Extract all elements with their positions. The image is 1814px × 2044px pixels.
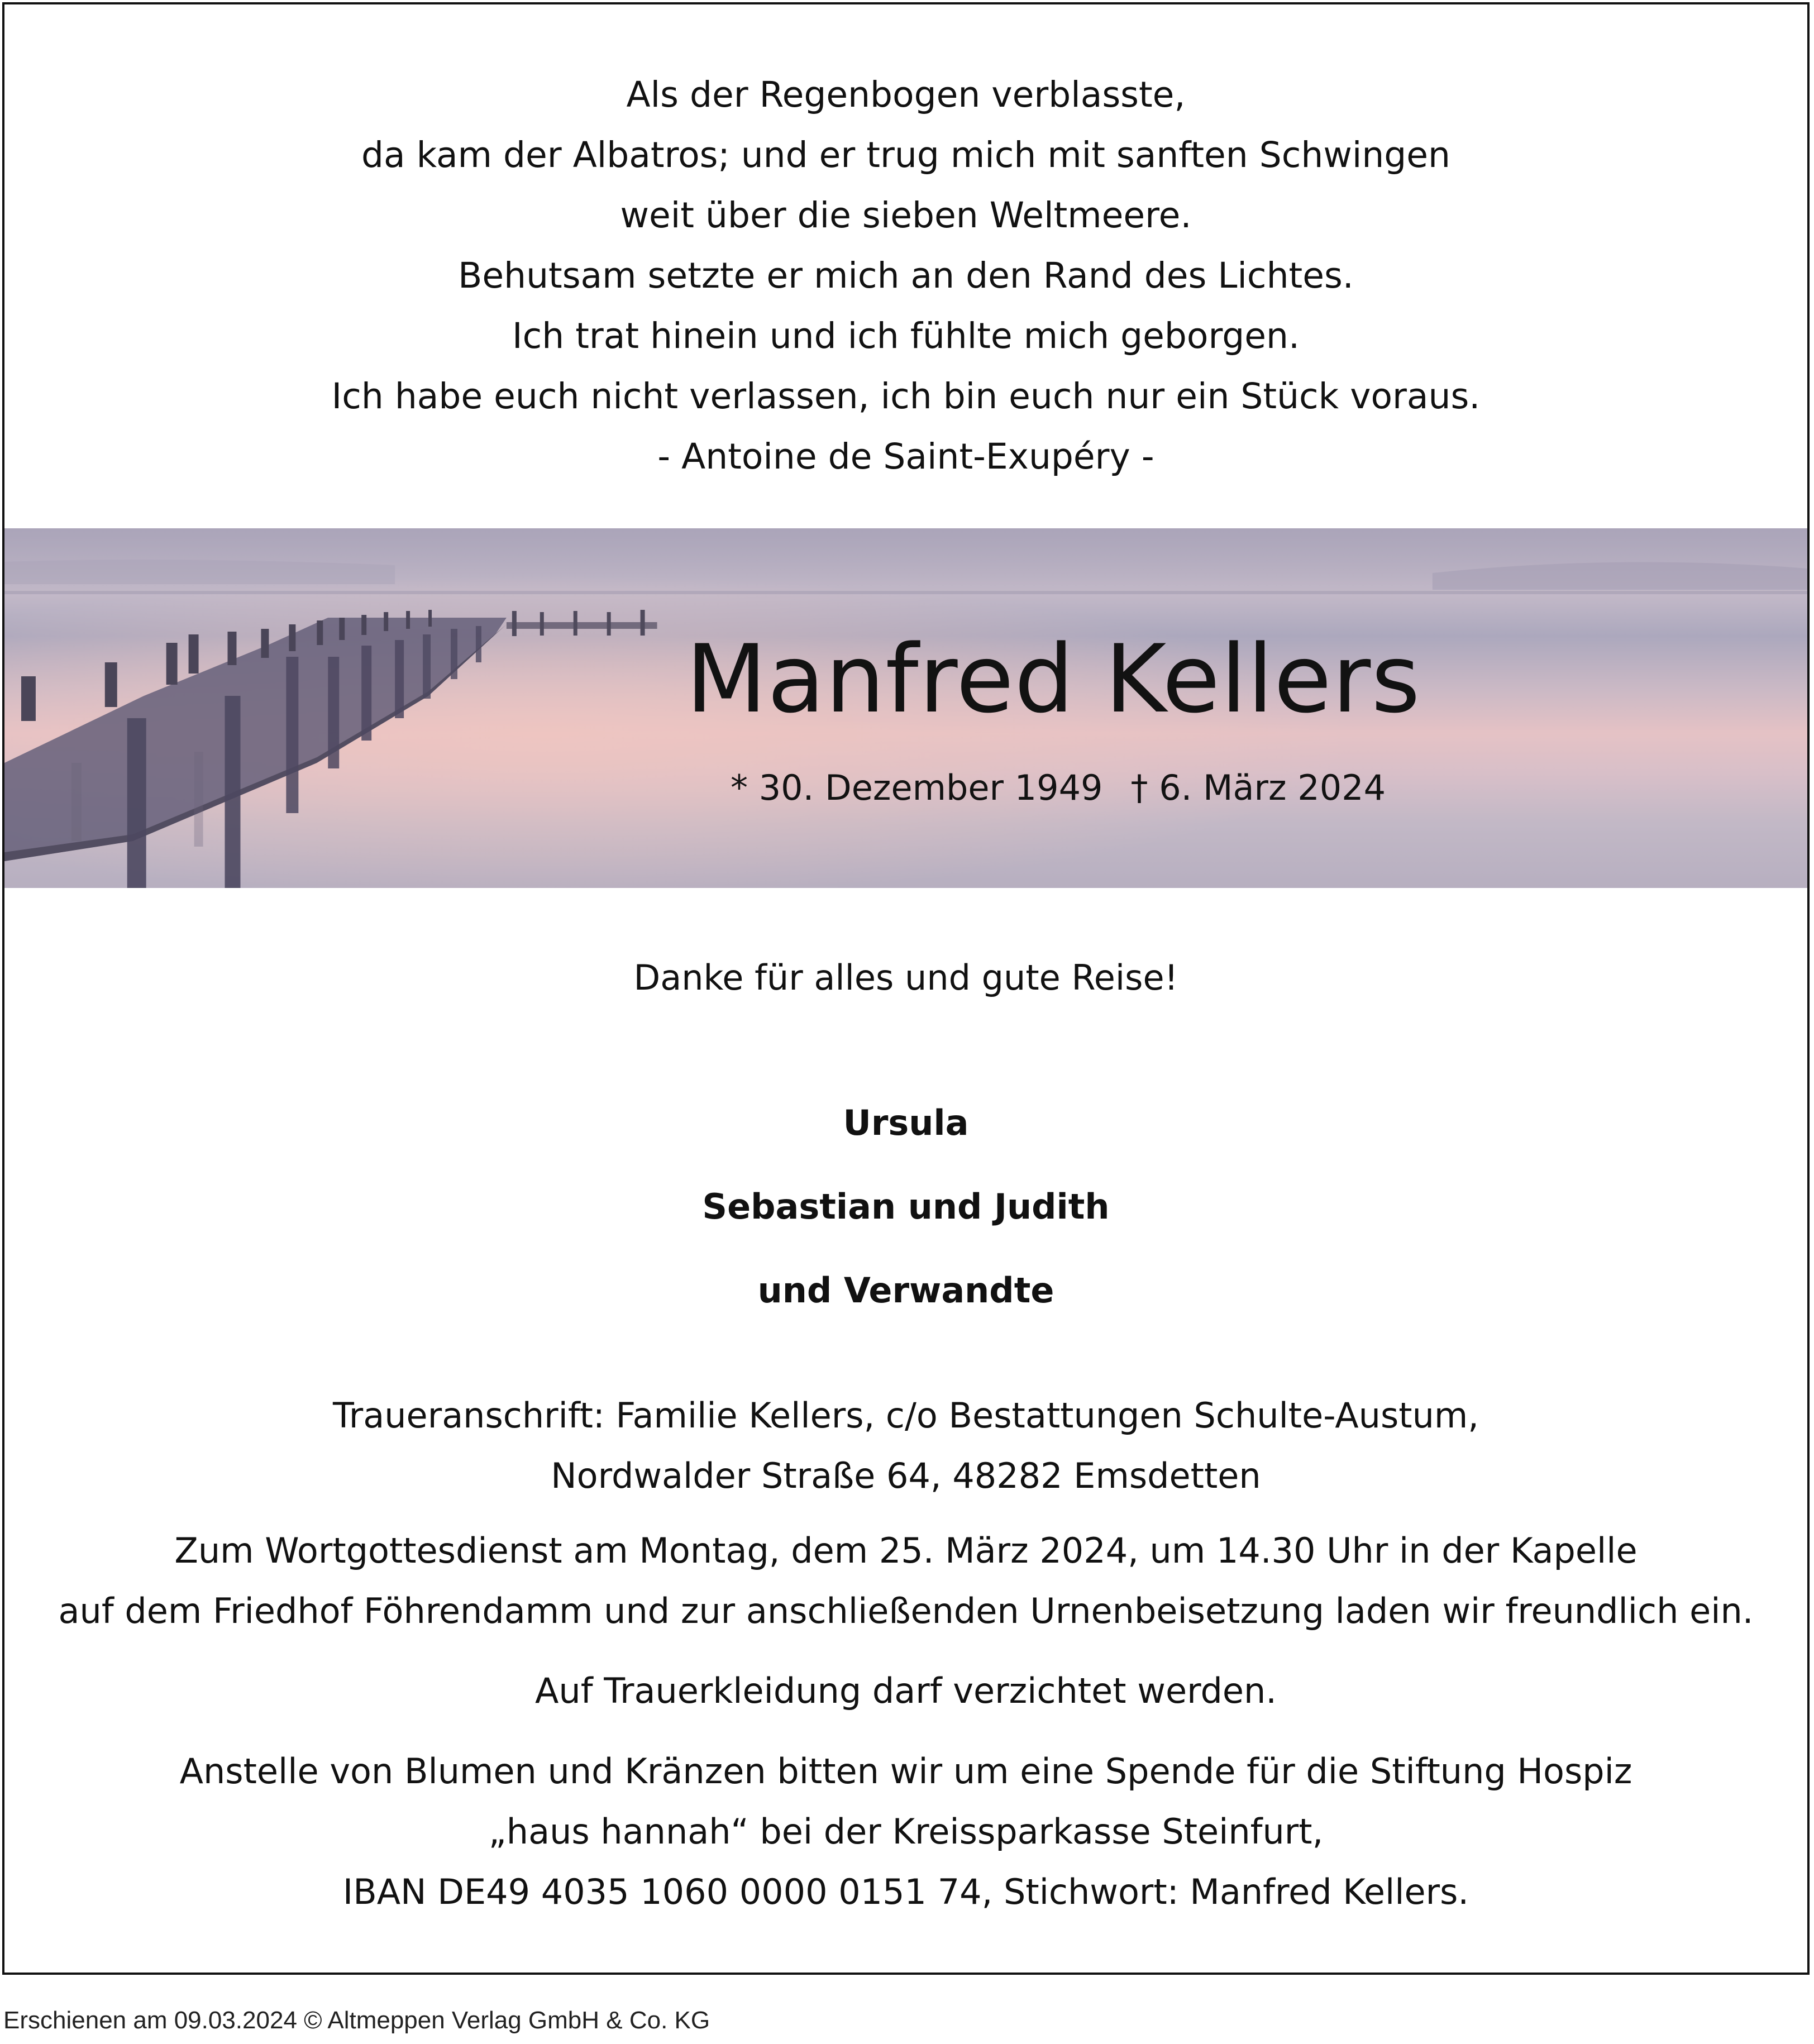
thanks-line: Danke für alles und gute Reise! (633, 957, 1178, 998)
service-line: Zum Wortgottesdienst am Montag, dem 25. März 2024, um 14.30 Uhr in der Kapelle (174, 1530, 1638, 1571)
life-dates (731, 766, 1386, 810)
poem-line: Ich habe euch nicht verlassen, ich bin euch nur ein Stück voraus. (331, 376, 1481, 417)
poem (4, 65, 1807, 487)
family-name: und Verwandte (757, 1270, 1054, 1311)
mourning-address (4, 1386, 1807, 1506)
donation-request (4, 1741, 1807, 1922)
service-details (4, 1521, 1807, 1641)
address-line: Nordwalder Straße 64, 48282 Emsdetten (551, 1455, 1261, 1496)
poem-line: da kam der Albatros; und er trug mich mit sanften Schwingen (361, 135, 1450, 175)
publication-footer: Erschienen am 09.03.2024 © Altmeppen Verlag GmbH & Co. KG (3, 2007, 710, 2034)
deceased-name: Manfred Kellers (686, 624, 1421, 734)
dress-line: Auf Trauerkleidung darf verzichtet werden. (534, 1670, 1277, 1711)
family-name: Ursula (843, 1102, 969, 1143)
service-line: auf dem Friedhof Föhrendamm und zur anschließenden Urnenbeisetzung laden wir freundlich ein. (58, 1591, 1754, 1631)
poem-author: - Antoine de Saint-Exupéry - (657, 436, 1154, 477)
family-signatories (4, 1081, 1807, 1333)
poem-line: weit über die sieben Weltmeere. (620, 195, 1192, 236)
family-name: Sebastian und Judith (702, 1186, 1110, 1227)
dress-note (4, 1661, 1807, 1721)
death-date: † 6. März 2024 (1130, 767, 1386, 808)
donation-line: Anstelle von Blumen und Kränzen bitten wir um eine Spende für die Stiftung Hospiz (179, 1751, 1632, 1792)
poem-line: Ich trat hinein und ich fühlte mich geborgen. (512, 316, 1300, 356)
birth-date: * 30. Dezember 1949 (731, 767, 1103, 808)
address-line: Traueranschrift: Familie Kellers, c/o Bestattungen Schulte-Austum, (333, 1395, 1479, 1436)
obituary-notice (2, 2, 1810, 1975)
poem-line: Behutsam setzte er mich an den Rand des Lichtes. (458, 255, 1354, 296)
jetty-photo-banner (4, 528, 1807, 888)
donation-line: „haus hannah“ bei der Kreissparkasse Steinfurt, (488, 1811, 1324, 1852)
donation-line: IBAN DE49 4035 1060 0000 0151 74, Stichwort: Manfred Kellers. (342, 1871, 1469, 1912)
poem-line: Als der Regenbogen verblasste, (626, 74, 1186, 115)
